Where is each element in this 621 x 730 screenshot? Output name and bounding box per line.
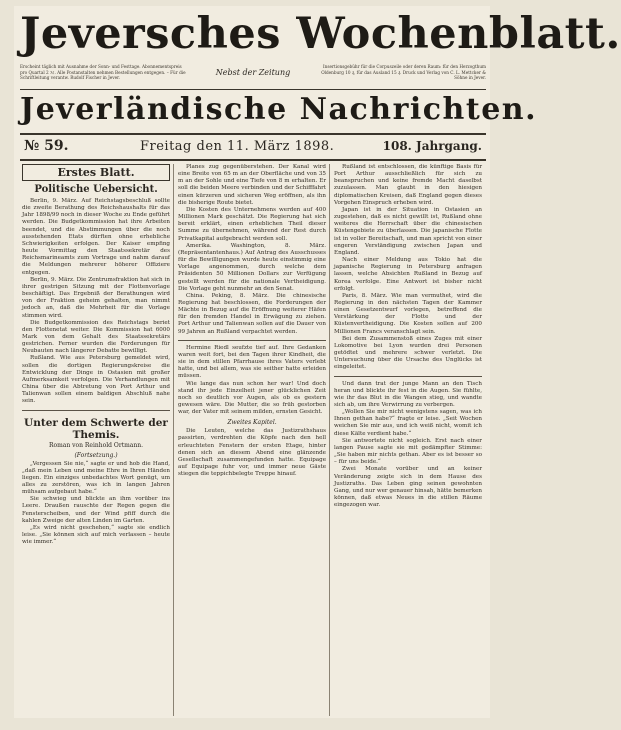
divider-rule	[20, 159, 486, 161]
chapter-heading: Zweites Kapitel.	[227, 419, 277, 427]
issue-date: Freitag den 11. März 1898.	[140, 139, 335, 154]
feuilleton-title: Unter dem Schwerte der Themis.	[24, 416, 168, 441]
newspaper-page	[14, 6, 621, 718]
feuilleton-paragraph: Und dann trat der junge Mann an den Tisch heran und blickte ihr fest in die Augen. Sie fühlte, wie ihr das Blut in die Wangen stieg, und wandte sich ab, um ihre Verwirrung zu verbergen.	[334, 380, 482, 408]
article-paragraph: Berlin, 9. März. Die Zentrumsfraktion hat sich in ihrer gestrigen Sitzung mit der Flottenvorlage beschäftigt. Das Ergebniß der Berathungen wird von der Fraktion geheim gehalten, man nimmt jedoch an, daß die Mehrheit für die Vorlage stimmen wird.	[22, 276, 170, 319]
column-separator	[329, 164, 330, 716]
feuilleton-author: Roman von Reinhold Ortmann.	[48, 441, 144, 449]
article-paragraph: Planes zug gegenüberstehen. Der Kanal wird eine Breite von 65 m an der Oberfläche und von 35 m an der Sohle und eine Tiefe von 8 m erhalten. Er soll die beiden Meere verbinden und der Schifffahrt einen kürzeren und sicheren Weg eröffnen, als ihn die bisherige Route bietet.	[178, 164, 326, 206]
article-paragraph: Die Budgetkommission des Reichstags beriet den Flottenetat weiter. Die Kommission hat 6000 Mark von dem Gehalt des Staatssekretärs gestrichen. Ferner wurden die Forderungen für Neubauten nach längerer Debatte bewilligt.	[22, 319, 170, 355]
column-2	[178, 164, 326, 716]
column-separator	[173, 164, 174, 716]
divider-rule	[20, 133, 486, 135]
masthead-subtitle: Nebst der Zeitung	[215, 68, 291, 77]
article-paragraph: Berlin, 9. März. Auf Reichstagsbeschluß sollte die zweite Berathung des Reichshaushalts für das Jahr 1898/99 noch in dieser Woche zu Ende geführt werden. Die Budgetkommission hat ihre Arbeiten beendet, und die Abstimmungen über die noch ausstehenden Etats dürften ohne erhebliche Schwierigkeiten erfolgen. Der Kaiser empfing heute Vormittag den Staatssekretär des Reichsmarineamts zum Vortrage und nahm darauf die Meldungen mehrerer höherer Offiziere entgegen.	[22, 198, 170, 276]
feuilleton-paragraph: Wie lange das nun schon her war! Und doch stand ihr jede Einzelheit jener glücklichen Zeit noch so deutlich vor Augen, als ob es gestern gewesen wäre. Die Mutter, die so früh gestorben war, der Vater mit seinem milden, ernsten Gesicht.	[178, 380, 326, 416]
masthead-subrow	[20, 64, 486, 88]
secondary-title: Jeverländische Nachrichten.	[20, 92, 538, 127]
feuilleton-continuation: (Fortsetzung.)	[74, 451, 118, 459]
article-paragraph: Rußland. Wie aus Petersburg gemeldet wird, sollen die dortigen Regierungskreise die Entwicklung der Dinge in Ostasien mit großer Aufmerksamkeit verfolgen. Die Verhandlungen mit China über die Abtretung von Port Arthur und Talienwan sollen einem baldigen Abschluß nahe sein.	[22, 355, 170, 405]
volume-year: 108. Jahrgang.	[382, 139, 482, 153]
column-1	[22, 164, 170, 716]
column-3	[334, 164, 482, 716]
masthead-title: Jeversches Wochenblatt.	[20, 9, 621, 59]
advertising-notice: Insertionsgebühr für die Corpuszeile oder deren Raum: für den Herzogthum Oldenburg 10 ₰, für das Ausland 15 ₰. Druck und Verlag von C. L. Mettcker & Söhne in Jever.	[321, 64, 486, 80]
article-paragraph: Rußland ist entschlossen, die künftige Basis für Port Arthur ausschließlich für sich zu beanspruchen und keine fremde Macht daselbst zuzulassen. Man glaubt in den hiesigen diplomatischen Kreisen, daß England gegen dieses Vorgehen Einspruch erheben wird.	[334, 164, 482, 206]
feuilleton-divider	[22, 410, 170, 411]
dateline	[20, 136, 486, 158]
article-paragraph: Paris, 8. März. Wie man vermuthet, wird die Regierung in den nächsten Tagen der Kammer einen Gesetzentwurf vorlegen, betreffend die Verstärkung der Flotte und der Küstenvertheidigung. Die Kosten sollen auf 200 Millionen Francs veranschlagt sein.	[334, 292, 482, 335]
section-label: Erstes Blatt.	[22, 164, 170, 181]
feuilleton-paragraph: „Es wird nicht geschehen,“ sagte sie endlich leise. „Sie können sich auf mich verlassen – heute wie immer.“	[22, 524, 170, 546]
feuilleton-paragraph: Hermine Riedl seufzte tief auf. Ihre Gedanken waren weit fort, bei den Tagen ihrer Kindheit, die sie in dem stillen Pfarrhause ihres Vaters verlebt hatte, und bei allem, was sie seither hatte erleiden müssen.	[178, 344, 326, 380]
article-paragraph: Bei dem Zusammenstoß eines Zuges mit einer Lokomotive bei Lyon wurden drei Personen getödtet und mehrere schwer verletzt. Die Untersuchung über die Ursache des Unglücks ist eingeleitet.	[334, 335, 482, 371]
feuilleton-paragraph: Sie antwortete nicht sogleich. Erst nach einer langen Pause sagte sie mit gedämpfter Stimme: „Sie haben mir nichts gethan. Aber es ist besser so – für uns beide.“	[334, 437, 482, 466]
feuilleton-divider	[178, 340, 326, 341]
article-paragraph: Japan ist in der Situation in Ostasien an zugestehen, daß es nicht gewillt ist, Rußland ohne weiteres die Herrschaft über die chinesischen Küstengebiete zu überlassen. Die japanische Flotte ist in voller Bereitschaft, und man spricht von einer engeren Verständigung zwischen Japan und England.	[334, 206, 482, 256]
article-paragraph: Nach einer Meldung aus Tokio hat die japanische Regierung in Petersburg anfragen lassen, welche Absichten Rußland in Bezug auf Korea verfolge. Eine Antwort ist bisher nicht erfolgt.	[334, 257, 482, 292]
feuilleton-divider	[334, 376, 482, 377]
feuilleton-paragraph: „Wollen Sie mir nicht wenigstens sagen, was ich Ihnen gethan habe?“ fragte er leise. „Seit Wochen weichen Sie mir aus, und ich weiß nicht, womit ich diese Kälte verdient habe.“	[334, 409, 482, 437]
article-paragraph: Amerika. Washington, 8. März. (Repräsentantenhaus.) Auf Antrag des Ausschusses für die Bewilligungen wurde heute einstimmig eine Vorlage angenommen, durch welche dem Präsidenten 50 Millionen Dollars zur Verfügung gestellt werden für die nationale Vertheidigung. Die Vorlage geht nunmehr an den Senat.	[178, 242, 326, 292]
publication-notice: Erscheint täglich mit Ausnahme der Sonn- und Festtage. Abonnementspreis pro Quartal 2 ℳ. Alle Postanstalten nehmen Bestellungen entgegen. – Für die Schriftleitung verantw. Rudolf Fischer in Jever.	[20, 64, 186, 80]
feuilleton-paragraph: Sie schwieg und blickte an ihm vorüber ins Leere. Draußen rauschte der Regen gegen die Fensterscheiben, und der Wind pfiff durch die kahlen Zweige der alten Linden im Garten.	[22, 496, 170, 524]
issue-number: № 59.	[24, 138, 69, 154]
article-paragraph: Die Kosten des Unternehmens werden auf 400 Millionen Mark geschätzt. Die Regierung hat sich bereit erklärt, einen erheblichen Theil dieser Summe zu übernehmen, während der Rest durch Privatkapital aufgebracht werden soll.	[178, 206, 326, 242]
feuilleton-paragraph: „Vergessen Sie nie,“ sagte er und hob die Hand, „daß mein Leben und meine Ehre in Ihren Händen liegen. Ein einziges unbedachtes Wort genügt, um alles zu zerstören, was ich in langen Jahren mühsam aufgebaut habe.“	[22, 460, 170, 496]
article-paragraph: China. Peking, 8. März. Die chinesische Regierung hat beschlossen, die Forderungen der Mächte in Bezug auf die Eröffnung weiterer Häfen für den fremden Handel in Erwägung zu ziehen. Port Arthur und Talienwan sollen auf die Dauer von 99 Jahren an Rußland verpachtet werden.	[178, 292, 326, 335]
feuilleton-paragraph: Zwei Monate vorüber und an keiner Veränderung zeigte sich in dem Hause des Justizraths. Das Leben ging seinen gewohnten Gang, und nur wer genauer hinsah, hätte bemerken können, daß etwas Neues in die stillen Räume eingezogen war.	[334, 466, 482, 509]
section-heading: Politische Uebersicht.	[34, 184, 158, 195]
feuilleton-paragraph: Die Leuten, welche das Justizrathshaus passirten, verdrehten die Köpfe nach den hell erleuchteten Fenstern der ersten Etage, hinter denen sich an diesem Abend eine glänzende Gesellschaft zusammengefunden hatte. Equipage auf Equipage fuhr vor, und immer neue Gäste stiegen die teppichbelegte Treppe hinauf.	[178, 428, 326, 478]
